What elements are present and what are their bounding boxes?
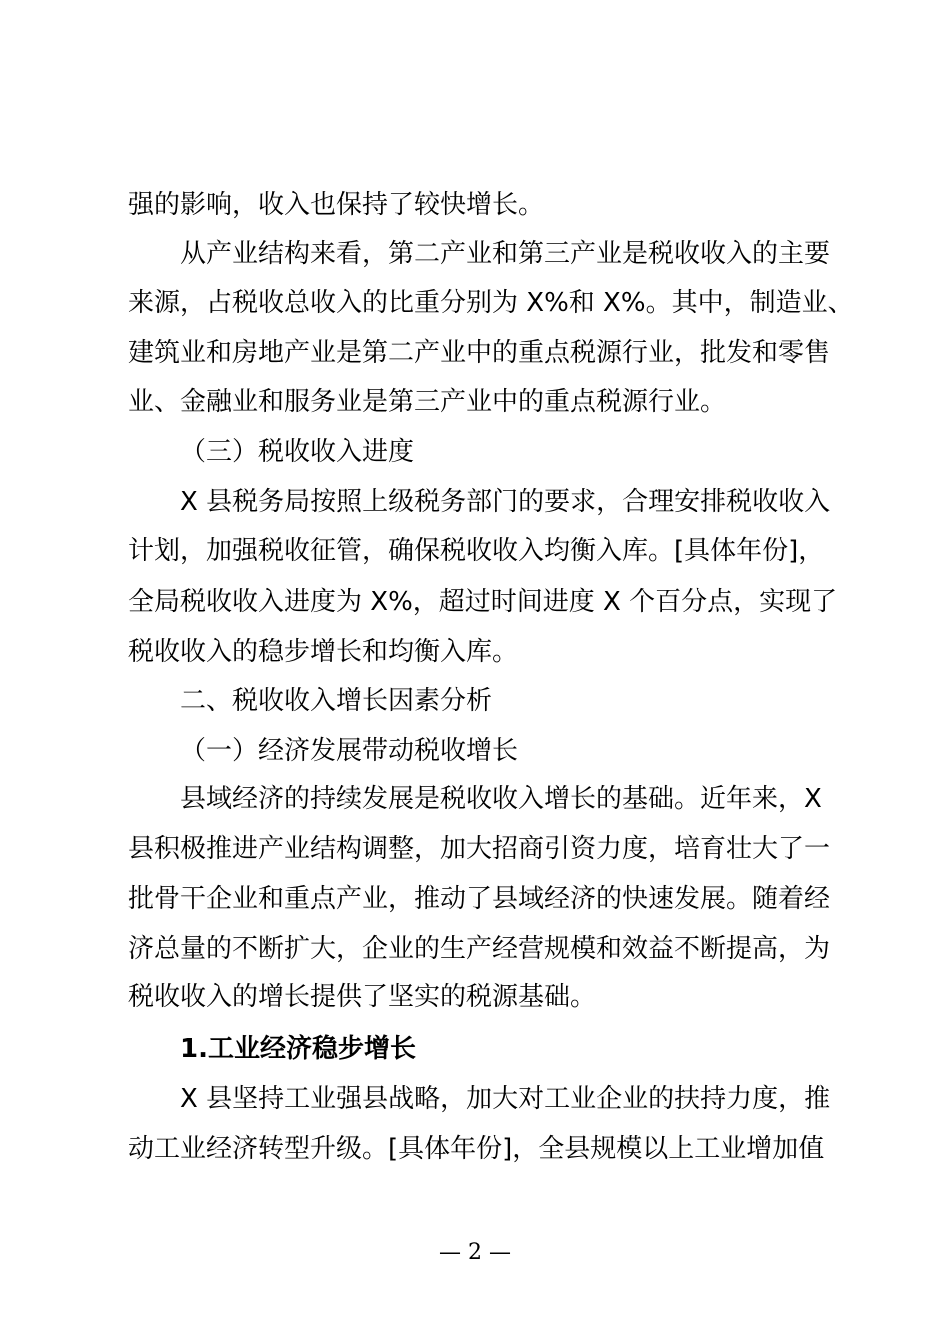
paragraph-start-line: X 县坚持工业强县战略，加大对工业企业的扶持力度，推 (180, 1084, 831, 1114)
subsection-heading: 1.工业经济稳步增长 (180, 1034, 416, 1064)
paragraph-start-line: 县域经济的持续发展是税收收入增长的基础。近年来，X (180, 784, 822, 814)
text-line: 建筑业和房地产业是第二产业中的重点税源行业，批发和零售 (128, 338, 831, 368)
text-line: 济总量的不断扩大，企业的生产经营规模和效益不断提高，为 (128, 934, 831, 964)
text-line: 来源，占税收总收入的比重分别为 X%和 X%。其中，制造业、 (128, 288, 854, 318)
text-line: 动工业经济转型升级。[具体年份]，全县规模以上工业增加值 (128, 1134, 825, 1164)
paragraph-start-line: 从产业结构来看，第二产业和第三产业是税收收入的主要 (180, 239, 831, 269)
section-heading: （三）税收收入进度 (180, 437, 415, 467)
text-line: 业、金融业和服务业是第三产业中的重点税源行业。 (128, 387, 727, 417)
text-line: 批骨干企业和重点产业，推动了县域经济的快速发展。随着经 (128, 884, 831, 914)
section-heading: （一）经济发展带动税收增长 (180, 736, 519, 766)
paragraph-start-line: X 县税务局按照上级税务部门的要求，合理安排税收收入 (180, 487, 831, 517)
text-line: 强的影响，收入也保持了较快增长。 (128, 190, 545, 220)
chapter-heading: 二、税收收入增长因素分析 (180, 686, 493, 716)
text-line: 税收收入的增长提供了坚实的税源基础。 (128, 982, 597, 1012)
page-number: — 2 — (439, 1240, 511, 1265)
text-line: 计划，加强税收征管，确保税收收入均衡入库。[具体年份]， (128, 536, 825, 566)
text-line: 县积极推进产业结构调整，加大招商引资力度，培育壮大了一 (128, 834, 831, 864)
text-line: 全局税收收入进度为 X%，超过时间进度 X 个百分点，实现了 (128, 587, 838, 617)
text-line: 税收收入的稳步增长和均衡入库。 (128, 637, 519, 667)
